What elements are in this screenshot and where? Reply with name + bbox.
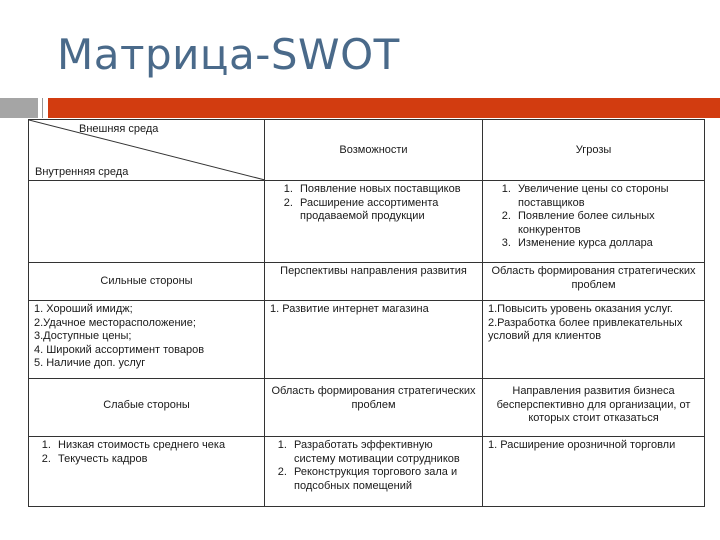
header-row [29,120,705,181]
list-item: 1. Разработать эффективную систему мотивации сотрудников [290,439,477,466]
empty-cell [29,181,265,263]
list-item: 1. Появление новых поставщиков [296,183,477,197]
list-item: 2. Реконструкция торгового зала и подсобных помещений [290,466,477,493]
list-item: 2.Разработка более привлекательных условий для клиентов [488,316,683,342]
wt-header: Направления развития бизнеса бесперспективно для организации, от которых стоит отказаться [483,379,705,437]
strengths-header: Сильные стороны [29,263,265,301]
wo-header: Область формирования стратегических проблем [265,379,483,437]
strengths-header-row [29,263,705,301]
internal-env-label: Внутренняя среда [35,166,129,178]
decor-divider [42,98,43,118]
list-item: 4. Широкий ассортимент товаров [34,343,205,356]
opportunities-header: Возможности [265,120,483,181]
weaknesses-row [29,437,705,507]
swot-matrix [28,119,705,507]
weaknesses-header: Слабые стороны [29,379,265,437]
list-item: 2. Текучесть кадров [54,453,259,467]
weaknesses-header-row [29,379,705,437]
list-item: 1.Повысить уровень оказания услуг. [488,303,673,315]
list-item: 1. Увеличение цены со стороны поставщиков [514,183,699,210]
list-item: 3. Изменение курса доллара [514,237,699,251]
list-item: 2.Удачное месторасположение; [34,316,196,329]
st-header: Область формирования стратегических проблем [483,263,705,301]
list-item: 2. Расширение ассортимента продаваемой продукции [296,197,477,224]
factors-row [29,181,705,263]
wt-cell [483,437,705,507]
page-title: Матрица-SWOT [57,30,400,79]
list-item: 1. Расширение орозничной торговли [488,439,676,451]
list-item: 5. Наличие доп. услуг [34,357,146,369]
threats-header: Угрозы [483,120,705,181]
threats-cell [483,181,705,263]
list-item: 1. Развитие интернет магазина [270,303,429,315]
list-item: 2. Появление более сильных конкурентов [514,210,699,237]
strengths-cell [29,301,265,379]
strengths-row [29,301,705,379]
decor-bar-gray [0,98,38,118]
so-cell [265,301,483,379]
st-cell [483,301,705,379]
weaknesses-cell [29,437,265,507]
decor-bar-red [48,98,720,118]
list-item: 3.Доступные цены; [34,330,132,342]
wo-cell [265,437,483,507]
external-env-label: Внешняя среда [79,123,159,135]
diagonal-header-cell [29,120,265,181]
so-header: Перспективы направления развития [265,263,483,301]
list-item: 1. Низкая стоимость среднего чека [54,439,259,453]
list-item: 1. Хороший имидж; [34,303,133,315]
opportunities-cell [265,181,483,263]
